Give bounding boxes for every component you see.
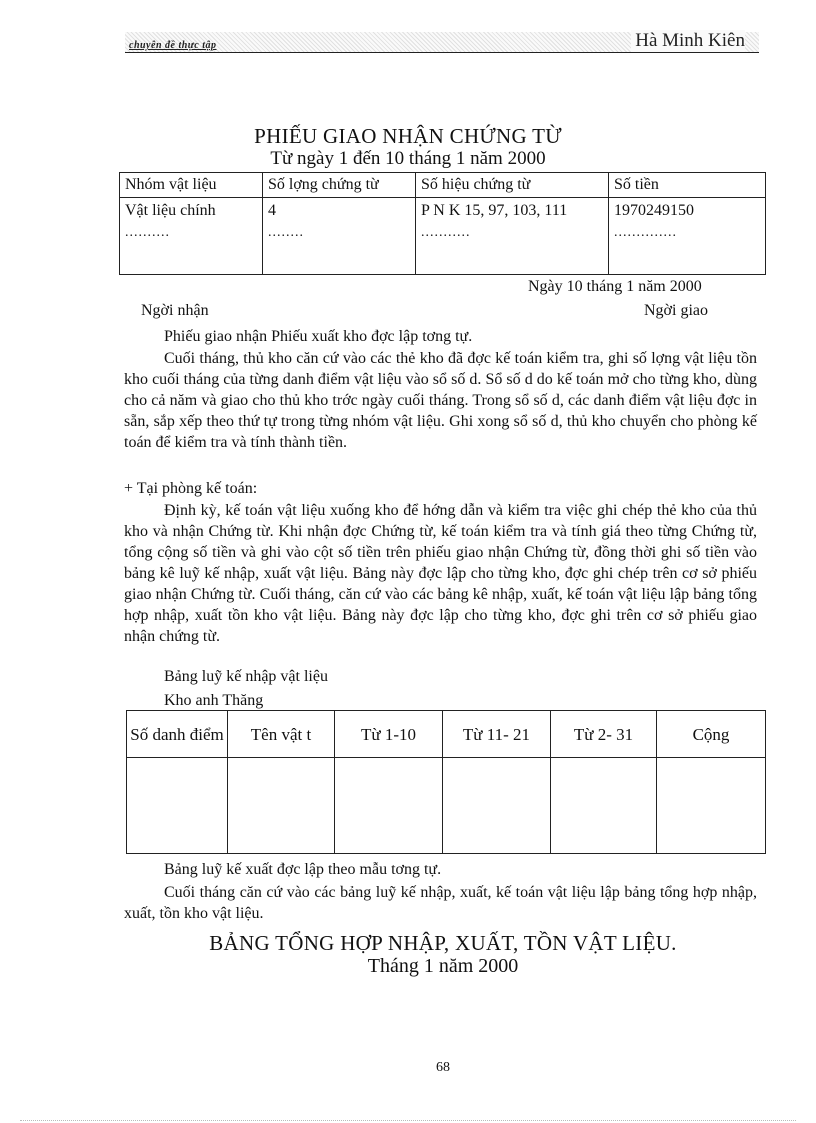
table-cell [657,758,766,854]
header-cell: Từ 11- 21 [443,711,551,758]
table-cell [551,758,657,854]
header-cell: Nhóm vật liệu [120,173,263,198]
paragraph: Bảng luỹ kế nhập vật liệu [164,668,328,685]
table-cell [120,198,263,275]
paragraph: Cuối tháng, thủ kho căn cứ vào các thẻ kho đã đợc kế toán kiểm tra, ghi số lợng vật liệu tồn kho cuối tháng của từng danh điểm vật liệu vào sổ số d. Sổ số d do kế toán mở cho từng kho, dùng cho cả năm và giao cho thủ kho trớc ngày cuối tháng. Trong sổ số d, các danh điểm vật liệu đợc in sẵn, sắp xếp theo thứ tự trong từng nhóm vật liệu. Ghi xong sổ số d, thủ kho chuyển cho phòng kế toán để kiểm tra và tính thành tiền. [124,350,757,451]
header-left-text: chuyên đề thực tập [129,40,217,51]
table-header-row [120,173,766,198]
table-cell [228,758,335,854]
header-cell: Từ 1-10 [335,711,443,758]
table-cell [416,198,609,275]
document-subtitle: Từ ngày 1 đến 10 tháng 1 năm 2000 [270,148,546,169]
document-title: PHIẾU GIAO NHẬN CHỨNG TỪ [254,124,562,148]
cell-dots: .............. [614,225,677,240]
header-cell: Tên vật t [228,711,335,758]
table-cell [263,198,416,275]
paragraph: Kho anh Thăng [164,692,264,709]
header-cell: Số hiệu chứng từ [416,173,609,198]
paragraph: Cuối tháng căn cứ vào các bảng luỹ kế nhập, xuất, kế toán vật liệu lập bảng tổng hợp nhập, xuất, tồn kho vật liệu. [124,884,757,922]
paragraph: Bảng luỹ kế xuất đợc lập theo mẫu tơng tự. [164,861,442,878]
table-row [120,198,766,275]
header-cell: Số lợng chứng từ [263,173,416,198]
cell-value: P N K 15, 97, 103, 111 [421,202,568,219]
table-cell [609,198,766,275]
receiver-label: Ngời nhận [141,302,209,319]
cell-dots: .......... [125,225,170,240]
table-row [127,758,766,854]
header-cell: Cộng [657,711,766,758]
table-cell [443,758,551,854]
header-author: Hà Minh Kiên [631,30,745,52]
summary-title: BẢNG TỔNG HỢP NHẬP, XUẤT, TỒN VẬT LIỆU. [209,931,677,955]
table-header-row [127,711,766,758]
paragraph: Phiếu giao nhận Phiếu xuất kho đợc lập tơng tự. [164,328,473,345]
giver-label: Ngời giao [644,302,709,319]
cell-value: Vật liệu chính [125,202,216,219]
page-number: 68 [436,1060,450,1075]
cell-value: 1970249150 [614,202,694,219]
header-cell: Số danh điểm [127,711,228,758]
footer-divider [20,1120,796,1121]
cell-dots: ........ [268,225,304,240]
table-cell [127,758,228,854]
header-cell: Số tiền [609,173,766,198]
cumulative-import-table [126,710,766,854]
header-cell: Từ 2- 31 [551,711,657,758]
cell-value: 4 [268,202,276,219]
cell-dots: ........... [421,225,471,240]
date-line: Ngày 10 tháng 1 năm 2000 [528,278,702,295]
paragraph: Định kỳ, kế toán vật liệu xuống kho để hớng dẫn và kiểm tra việc ghi chép thẻ kho của thủ kho và nhận Chứng từ. Khi nhận đợc Chứng từ, kế toán kiểm tra và tính giá theo từng Chứng từ, tổng cộng số tiền và ghi vào cột số tiền trên phiếu giao nhận Chứng từ, đồng thời ghi số tiền vào bảng kê luỹ kế nhập, xuất vật liệu. Bảng này đợc lập cho từng kho, đợc ghi chép trên cơ sở phiếu giao nhận Chứng từ. Cuối tháng, căn cứ vào các bảng kê nhập, xuất, kế toán vật liệu lập bảng tổng hợp nhập, xuất tồn kho vật liệu. Bảng này đợc lập cho từng kho, đợc ghi trên cơ sở phiếu giao nhận chứng từ. [124,502,757,645]
delivery-receipt-table [119,172,766,275]
table-cell [335,758,443,854]
paragraph-heading: + Tại phòng kế toán: [124,480,258,497]
summary-subtitle: Tháng 1 năm 2000 [367,955,519,977]
page-header [125,32,759,53]
